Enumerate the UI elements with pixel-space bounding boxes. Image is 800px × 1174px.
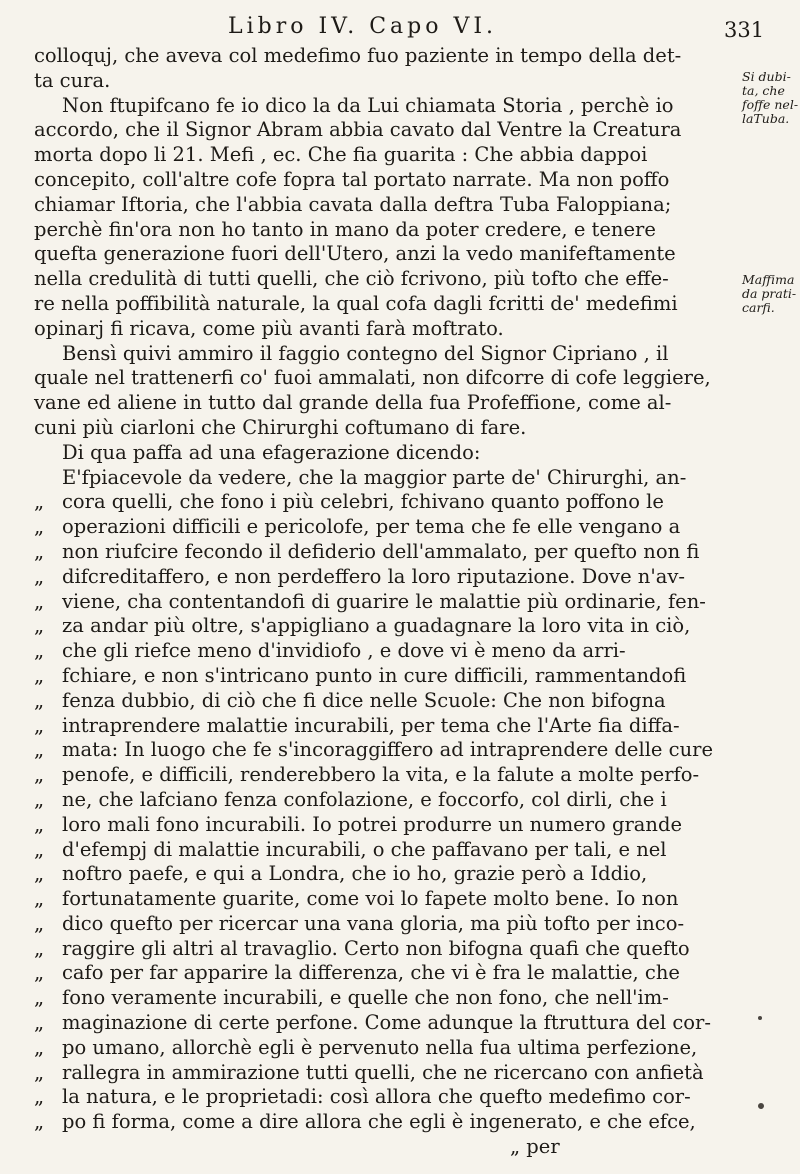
quote-mark: „ [34, 713, 45, 737]
line-text: Di qua paffa ad una efagerazione dicendo: [62, 440, 481, 464]
line-text: cafo per far apparire la differenza, che vi è fra le malattie, che [62, 961, 680, 985]
line-text: accordo, che il Signor Abram abbia cavato dal Ventre la Creatura [34, 118, 682, 142]
body-text [34, 44, 734, 1160]
text-line [34, 1110, 734, 1135]
quote-mark: „ [34, 1035, 45, 1059]
line-text: non riufcire fecondo il defiderio dell'ammalato, per quefto non fi [62, 539, 700, 563]
text-line [34, 912, 734, 937]
text-line [34, 143, 734, 168]
quote-mark: „ [34, 490, 45, 514]
text-line [34, 69, 734, 94]
line-text: concepito, coll'altre cofe fopra tal portato narrate. Ma non poffo [34, 167, 670, 191]
text-line [34, 639, 734, 664]
marginal-note-2 [742, 273, 800, 315]
line-text: difcreditaffero, e non perdeffero la loro riputazione. Dove n'av- [62, 564, 685, 588]
line-text: quale nel trattenerfi co' fuoi ammalati, non difcorre di cofe leggiere, [34, 366, 711, 390]
line-text: che gli riefce meno d'invidiofo , e dove vi è meno da arri- [62, 639, 626, 663]
line-text: fchiare, e non s'intricano punto in cure difficili, rammentandofi [62, 663, 687, 687]
text-line [34, 218, 734, 243]
quote-mark: „ [34, 1085, 45, 1109]
line-text: za andar più oltre, s'appigliano a guadagnare la loro vita in ciò, [62, 614, 691, 638]
line-text: intraprendere malattie incurabili, per tema che l'Arte fia diffa- [62, 713, 680, 737]
marginal-note-line: ta, che [742, 83, 785, 98]
line-text: loro mali fono incurabili. Io potrei produrre un numero grande [62, 812, 682, 836]
marginal-note-line: Si dubi- [742, 69, 791, 84]
quote-mark: „ [34, 564, 45, 588]
line-text: cuni più ciarloni che Chirurghi coftumano di fare. [34, 415, 527, 439]
quote-mark: „ [34, 1060, 45, 1084]
line-text: po umano, allorchè egli è pervenuto nella fua ultima perfezione, [62, 1035, 698, 1059]
text-line [34, 937, 734, 962]
line-text: fortunatamente guarite, come voi lo fapete molto bene. Io non [62, 887, 679, 911]
text-line [34, 590, 734, 615]
text-line [34, 490, 734, 515]
text-line [34, 441, 734, 466]
catchword: „ per [510, 1135, 560, 1159]
line-text: fenza dubbio, di ciò che fi dice nelle Scuole: Che non bifogna [62, 688, 666, 712]
text-line [34, 118, 734, 143]
quote-mark: „ [34, 688, 45, 712]
text-line [34, 813, 734, 838]
ink-speck [758, 1016, 762, 1020]
text-line [34, 242, 734, 267]
line-text: morta dopo li 21. Mefi , ec. Che fia guarita : Che abbia dappoi [34, 143, 648, 167]
line-text: operazioni difficili e pericolofe, per tema che fe elle vengano a [62, 515, 681, 539]
quote-mark: „ [34, 887, 45, 911]
line-text: raggire gli altri al travaglio. Certo non bifogna quafi che quefto [62, 936, 690, 960]
text-line [34, 986, 734, 1011]
quote-mark: „ [34, 763, 45, 787]
line-text: opinarj fi ricava, come più avanti farà moftrato. [34, 316, 504, 340]
marginal-note-line: da prati- [742, 286, 797, 301]
quote-mark: „ [34, 639, 45, 663]
text-line [34, 391, 734, 416]
line-text: cora quelli, che fono i più celebri, fchivano quanto poffono le [62, 490, 664, 514]
text-line [34, 887, 734, 912]
text-line [34, 614, 734, 639]
line-text: Bensì quivi ammiro il faggio contegno del Signor Cipriano , il [62, 341, 669, 365]
quote-mark: „ [34, 862, 45, 886]
marginal-note-line: carfi. [742, 300, 775, 315]
line-text: perchè fin'ora non ho tanto in mano da poter credere, e tenere [34, 217, 656, 241]
line-text: ta cura. [34, 68, 111, 92]
text-line [34, 1036, 734, 1061]
ink-speck [758, 1103, 764, 1109]
text-line [34, 689, 734, 714]
line-text: d'efempj di malattie incurabili, o che paffavano per tali, e nel [62, 837, 667, 861]
text-line [34, 763, 734, 788]
text-line [34, 342, 734, 367]
text-line [34, 714, 734, 739]
line-text: po fi forma, come a dire allora che egli è ingenerato, e che efce, [62, 1110, 696, 1134]
quote-mark: „ [34, 614, 45, 638]
line-text: la natura, e le proprietadi: così allora che quefto medefimo cor- [62, 1085, 691, 1109]
text-line [34, 416, 734, 441]
line-text: rallegra in ammirazione tutti quelli, che ne ricercano con anfietà [62, 1060, 704, 1084]
text-line [34, 1011, 734, 1036]
text-line [34, 292, 734, 317]
quote-mark: „ [34, 812, 45, 836]
line-text: dico quefto per ricercar una vana gloria, ma più tofto per inco- [62, 911, 685, 935]
text-line [34, 1061, 734, 1086]
line-text: vane ed aliene in tutto dal grande della fua Profeffione, come al- [34, 391, 672, 415]
quote-mark: „ [34, 787, 45, 811]
text-line [34, 565, 734, 590]
line-text: penofe, e difficili, renderebbero la vita, e la falute a molte perfo- [62, 763, 700, 787]
line-text: re nella poffibilità naturale, la qual cofa dagli fcritti de' medefimi [34, 291, 678, 315]
marginal-note-line: laTuba. [742, 111, 790, 126]
line-text: colloquj, che aveva col medefimo fuo paziente in tempo della det- [34, 44, 682, 67]
text-line [34, 515, 734, 540]
text-line [34, 738, 734, 763]
quote-mark: „ [34, 837, 45, 861]
quote-mark: „ [34, 961, 45, 985]
line-text: Non ftupifcano fe io dico la da Lui chiamata Storia , perchè io [62, 93, 674, 117]
marginal-note-1 [742, 70, 800, 126]
text-line [34, 94, 734, 119]
quote-mark: „ [34, 986, 45, 1010]
text-line [34, 1135, 734, 1160]
line-text: quefta generazione fuori dell'Utero, anzi la vedo manifeftamente [34, 242, 676, 266]
quote-mark: „ [34, 1011, 45, 1035]
text-line [34, 366, 734, 391]
marginal-note-line: foffe nel- [742, 97, 799, 112]
quote-mark: „ [34, 589, 45, 613]
text-line [34, 317, 734, 342]
quote-mark: „ [34, 936, 45, 960]
marginal-note-line: Maffima [742, 272, 795, 287]
text-line [34, 961, 734, 986]
line-text: fono veramente incurabili, e quelle che non fono, che nell'im- [62, 986, 669, 1010]
page-number: 331 [724, 18, 765, 42]
text-line [34, 664, 734, 689]
text-line [34, 540, 734, 565]
text-line [34, 838, 734, 863]
text-line [34, 168, 734, 193]
line-text: nella credulità di tutti quelli, che ciò fcrivono, più tofto che effe- [34, 267, 669, 291]
quote-mark: „ [34, 515, 45, 539]
line-text: ne, che lafciano fenza confolazione, e foccorfo, col dirli, che i [62, 787, 667, 811]
line-text: viene, cha contentandofi di guarire le malattie più ordinarie, fen- [62, 589, 706, 613]
text-line [34, 193, 734, 218]
text-line [34, 862, 734, 887]
line-text: mata: In luogo che fe s'incoraggiffero ad intraprendere delle cure [62, 738, 714, 762]
text-line [34, 44, 734, 69]
text-line [34, 466, 734, 491]
running-head: Libro IV. Capo VI. [228, 14, 498, 39]
text-line [34, 788, 734, 813]
quote-mark: „ [34, 911, 45, 935]
line-text: chiamar Iftoria, che l'abbia cavata dalla deftra Tuba Faloppiana; [34, 192, 672, 216]
quote-mark: „ [34, 738, 45, 762]
text-line [34, 267, 734, 292]
quote-mark: „ [34, 539, 45, 563]
quote-mark: „ [34, 1110, 45, 1134]
line-text: maginazione di certe perfone. Come adunque la ftruttura del cor- [62, 1011, 711, 1035]
line-text: noftro paefe, e qui a Londra, che io ho, grazie però a Iddio, [62, 862, 648, 886]
quote-mark: „ [34, 663, 45, 687]
line-text: E'fpiacevole da vedere, che la maggior parte de' Chirurghi, an- [62, 465, 687, 489]
text-line [34, 1085, 734, 1110]
